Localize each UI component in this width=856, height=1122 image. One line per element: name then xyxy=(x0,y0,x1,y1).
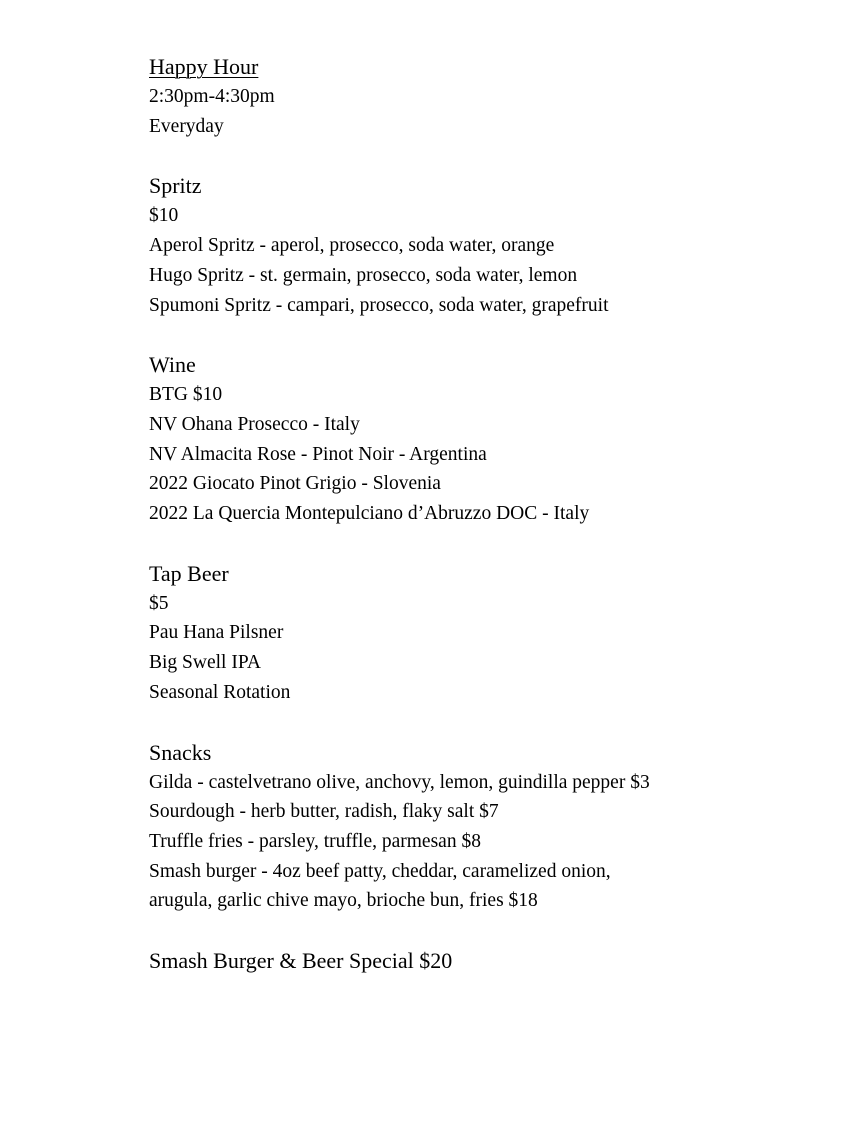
list-item: Hugo Spritz - st. germain, prosecco, soda water, lemon xyxy=(149,264,578,286)
list-item: Truffle fries - parsley, truffle, parmesan $8 xyxy=(149,830,481,852)
list-item: Seasonal Rotation xyxy=(149,681,291,703)
list-item: 2022 Giocato Pinot Grigio - Slovenia xyxy=(149,473,441,495)
list-item: arugula, garlic chive mayo, brioche bun, fries $18 xyxy=(149,890,538,912)
spritz-section xyxy=(149,171,829,320)
list-item: Big Swell IPA xyxy=(149,652,261,674)
days-text: Everyday xyxy=(149,115,224,137)
beer-price: $5 xyxy=(149,592,169,614)
list-item: Sourdough - herb butter, radish, flaky salt $7 xyxy=(149,801,499,823)
section-heading-beer: Tap Beer xyxy=(149,560,229,586)
spritz-price: $10 xyxy=(149,205,179,227)
list-item: Gilda - castelvetrano olive, anchovy, lemon, guindilla pepper $3 xyxy=(149,771,650,793)
list-item: Spumoni Spritz - campari, prosecco, soda water, grapefruit xyxy=(149,294,609,316)
special-offer: Smash Burger & Beer Special $20 xyxy=(149,948,453,974)
wine-section xyxy=(149,350,829,529)
list-item: NV Ohana Prosecco - Italy xyxy=(149,413,360,435)
section-heading-snacks: Snacks xyxy=(149,739,212,765)
hours-text: 2:30pm-4:30pm xyxy=(149,86,275,107)
menu-document xyxy=(149,52,829,976)
list-item: Smash burger - 4oz beef patty, cheddar, caramelized onion, xyxy=(149,860,611,882)
snacks-section xyxy=(149,738,829,917)
list-item: 2022 La Quercia Montepulciano d’Abruzzo DOC - Italy xyxy=(149,503,590,525)
page-title: Happy Hour xyxy=(149,54,259,79)
beer-section xyxy=(149,559,829,708)
section-heading-wine: Wine xyxy=(149,352,196,378)
happy-hour-header xyxy=(149,52,829,141)
wine-price: BTG $10 xyxy=(149,384,223,406)
list-item: Pau Hana Pilsner xyxy=(149,622,284,644)
list-item: Aperol Spritz - aperol, prosecco, soda water, orange xyxy=(149,235,555,257)
section-heading-spritz: Spritz xyxy=(149,173,202,199)
list-item: NV Almacita Rose - Pinot Noir - Argentina xyxy=(149,443,487,465)
